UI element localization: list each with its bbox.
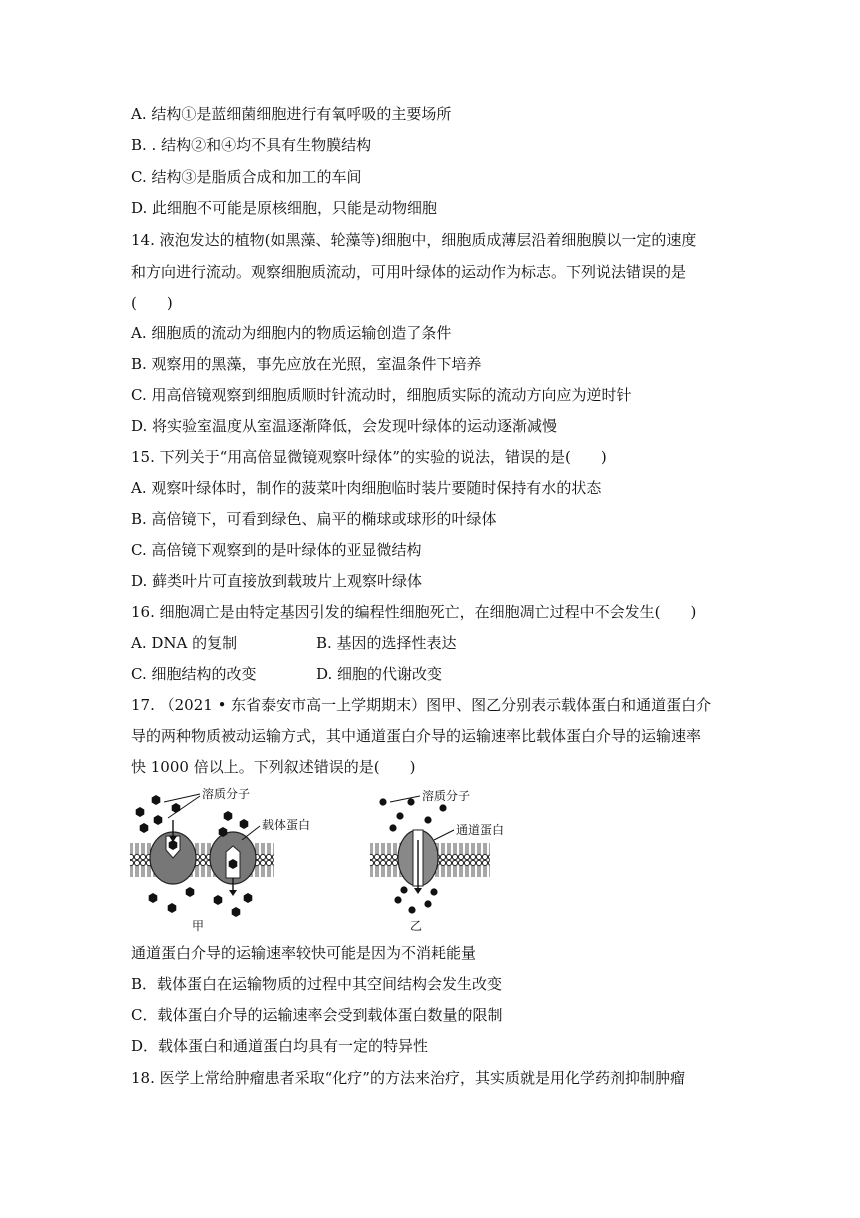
q17-stem-line-1: 17. （2021 • 东省泰安市高一上学期期末）图甲、图乙分别表示载体蛋白和通道蛋白介 xyxy=(131,696,712,714)
q18-stem-line-1: 18. 医学上常给肿瘤患者采取“化疗”的方法来治疗，其实质就是用化学药剂抑制肿瘤 xyxy=(131,1069,685,1087)
q16-option-b: B. 基因的选择性表达 xyxy=(316,634,457,652)
q13-option-c: C. 结构③是脂质合成和加工的车间 xyxy=(131,168,362,186)
transport-protein-figure xyxy=(128,780,548,935)
q17-option-a: 通道蛋白介导的运输速率较快可能是因为不消耗能量 xyxy=(131,944,477,962)
q14-stem-line-2: 和方向进行流动。观察细胞质流动，可用叶绿体的运动作为标志。下列说法错误的是 xyxy=(131,263,687,281)
left-caption: 甲 xyxy=(192,919,205,933)
q14-option-b: B. 观察用的黑藻，事先应放在光照，室温条件下培养 xyxy=(131,355,482,373)
q13-option-a: A. 结构①是蓝细菌细胞进行有氧呼吸的主要场所 xyxy=(131,105,452,123)
q15-option-c: C. 高倍镜下观察到的是叶绿体的亚显微结构 xyxy=(131,541,422,559)
q15-stem: 15. 下列关于“用高倍显微镜观察叶绿体”的实验的说法，错误的是( ) xyxy=(131,448,607,466)
q14-option-a: A. 细胞质的流动为细胞内的物质运输创造了条件 xyxy=(131,324,452,342)
right-solute-label: 溶质分子 xyxy=(422,789,471,803)
q14-stem-line-3: ( ) xyxy=(131,294,173,312)
q14-option-d: D. 将实验室温度从室温逐渐降低，会发现叶绿体的运动逐渐减慢 xyxy=(131,417,558,435)
q16-stem: 16. 细胞凋亡是由特定基因引发的编程性细胞死亡，在细胞凋亡过程中不会发生( ) xyxy=(131,603,697,621)
q15-option-a: A. 观察叶绿体时，制作的菠菜叶肉细胞临时装片要随时保持有水的状态 xyxy=(131,479,602,497)
carrier-protein-panel xyxy=(130,786,310,933)
q13-option-b: B. . 结构②和④均不具有生物膜结构 xyxy=(131,136,372,154)
q17-stem-line-3: 快 1000 倍以上。下列叙述错误的是( ) xyxy=(131,758,416,776)
left-solute-label: 溶质分子 xyxy=(202,787,251,801)
channel-protein-panel xyxy=(370,788,504,933)
q13-option-d: D. 此细胞不可能是原核细胞，只能是动物细胞 xyxy=(131,199,438,217)
q16-option-d: D. 细胞的代谢改变 xyxy=(316,665,443,683)
q14-option-c: C. 用高倍镜观察到细胞质顺时针流动时，细胞质实际的流动方向应为逆时针 xyxy=(131,386,632,404)
q14-stem-line-1: 14. 液泡发达的植物(如黑藻、轮藻等)细胞中，细胞质成薄层沿着细胞膜以一定的速度 xyxy=(131,231,697,249)
right-caption: 乙 xyxy=(410,919,423,933)
q15-option-b: B. 高倍镜下，可看到绿色、扁平的椭球或球形的叶绿体 xyxy=(131,510,497,528)
q16-option-c: C. 细胞结构的改变 xyxy=(131,665,257,683)
channel-protein-label: 通道蛋白 xyxy=(456,823,505,837)
q16-option-a: A. DNA 的复制 xyxy=(131,634,238,652)
q15-option-d: D. 藓类叶片可直接放到载玻片上观察叶绿体 xyxy=(131,572,423,590)
q17-stem-line-2: 导的两种物质被动运输方式，其中通道蛋白介导的运输速率比载体蛋白介导的运输速率 xyxy=(131,727,702,745)
q17-option-d: D．载体蛋白和通道蛋白均具有一定的特异性 xyxy=(131,1037,429,1055)
q17-option-b: B．载体蛋白在运输物质的过程中其空间结构会发生改变 xyxy=(131,975,503,993)
carrier-protein-label: 载体蛋白 xyxy=(262,818,311,832)
q17-option-c: C．载体蛋白介导的运输速率会受到载体蛋白数量的限制 xyxy=(131,1006,503,1024)
carrier-protein-2 xyxy=(210,832,256,884)
